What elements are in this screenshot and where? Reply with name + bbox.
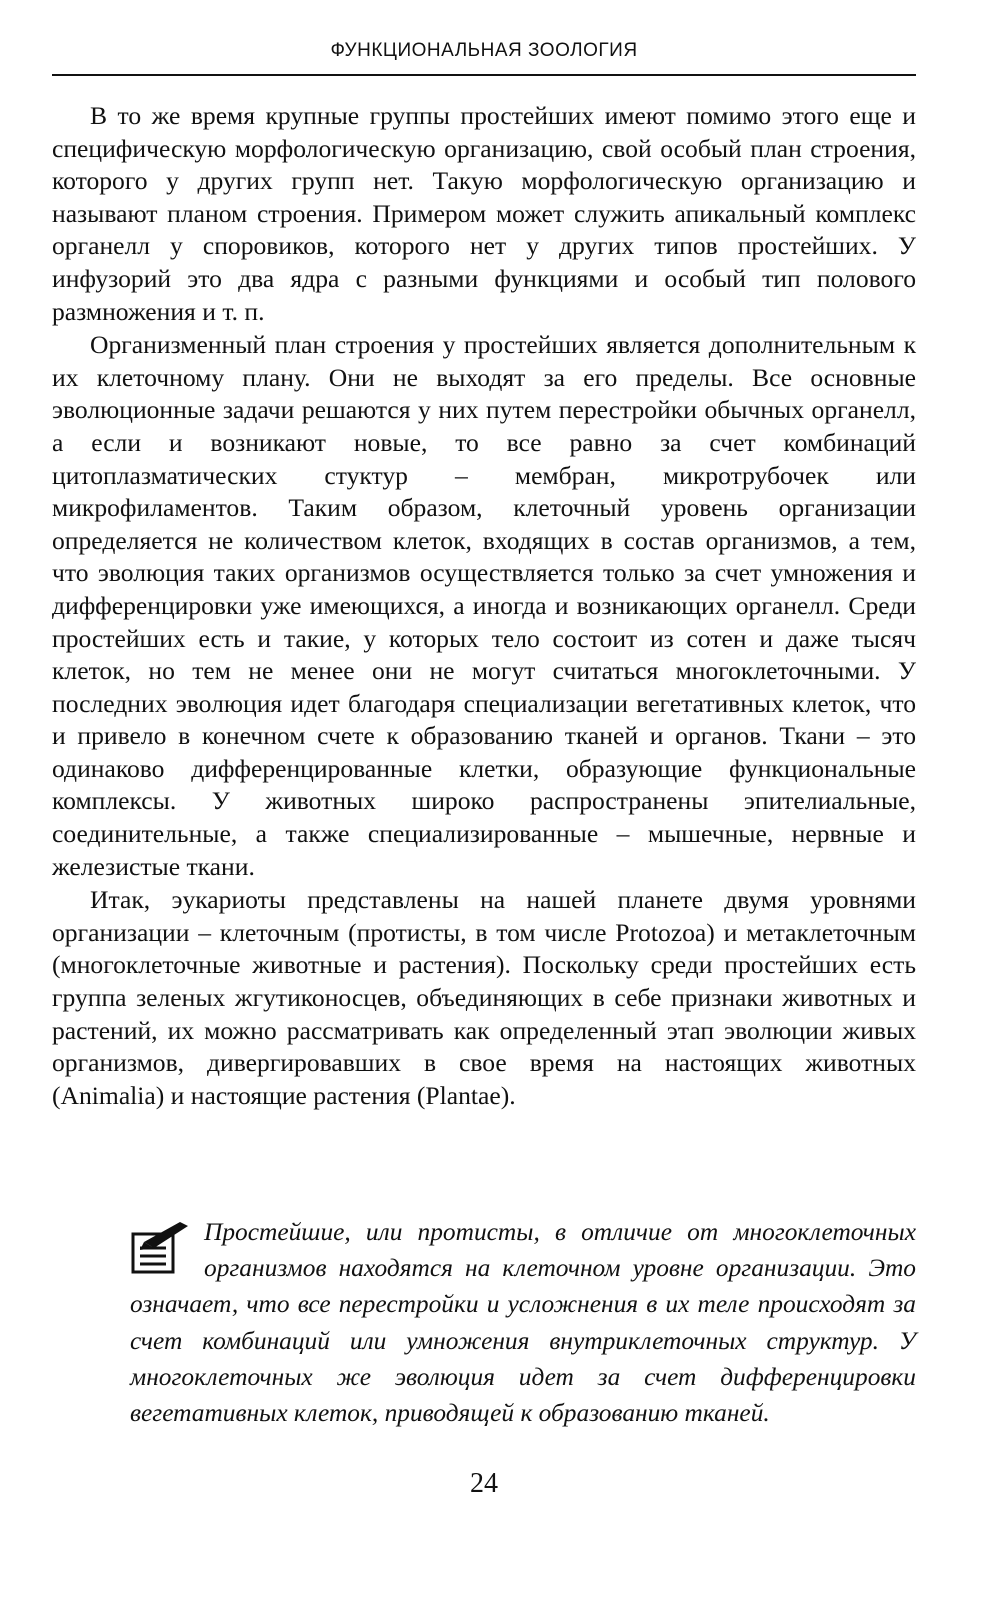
- running-title: ФУНКЦИОНАЛЬНАЯ ЗООЛОГИЯ: [330, 40, 638, 61]
- body-text: [52, 100, 916, 1113]
- page-number: 24: [470, 1468, 498, 1499]
- paragraph-2: Организменный план строения у простейших является дополнительным к их клеточному плану. Они не выходят за его пределы. Все основные эволюционные задачи решаются у них путем перестройки обычных органелл, а если и возникают новые, то все равно за счет комбинаций цитоплазматических стуктур – мембран, микротрубочек или микрофиламентов. Таким образом, клеточный уровень организации определяется не количеством клеток, входящих в состав организмов, а тем, что эволюция таких организмов осуществляется только за счет умножения и дифференцировки уже имеющихся, а иногда и возникающих органелл. Среди простейших есть и такие, у которых тело состоит из сотен и даже тысяч клеток, но тем не менее они не могут считаться многоклеточными. У последних эволюция идет благодаря специализации вегетативных клеток, что и привело в конечном счете к образованию тканей и органов. Ткани – это одинаково дифференцированные клетки, образующие функциональные комплексы. У животных широко распространены эпителиальные, соединительные, а также специализированные – мышечные, нервные и железистые ткани.: [52, 330, 916, 881]
- paragraph-3: Итак, эукариоты представлены на нашей планете двумя уровнями организации – клеточным (протисты, в том числе Protozoa) и метаклеточным (многоклеточные животные и растения). Поскольку среди простейших есть группа зеленых жгутиконосцев, объединяющих в себе признаки животных и растений, их можно рассматривать как определенный этап эволюции живых организмов, дивергировавших в свое время на настоящих животных (Animalia) и настоящие растения (Plantae).: [52, 885, 916, 1110]
- summary-text: Простейшие, или протисты, в отличие от многоклеточных организмов находятся на клеточном уровне организации. Это означает, что все перестройки и усложнения в их теле происходят за счет комбинаций или умножения внутриклеточных структур. У многоклеточных же эволюция идет за счет дифференцировки вегетативных клеток, приводящей к образованию тканей.: [130, 1218, 916, 1428]
- header-rule: [52, 74, 916, 76]
- note-pen-icon: [130, 1220, 192, 1276]
- paragraph-1: В то же время крупные группы простейших имеют помимо этого еще и специфическую морфологическую организацию, свой особый план строения, которого у других групп нет. Такую морфологическую организацию и называют планом строения. Примером может служить апикальный комплекс органелл у споровиков, которого нет у других типов простейших. У инфузорий это два ядра с разными функциями и особый тип полового размножения и т. п.: [52, 101, 916, 326]
- summary-note: [130, 1214, 916, 1431]
- book-page: [52, 0, 916, 1600]
